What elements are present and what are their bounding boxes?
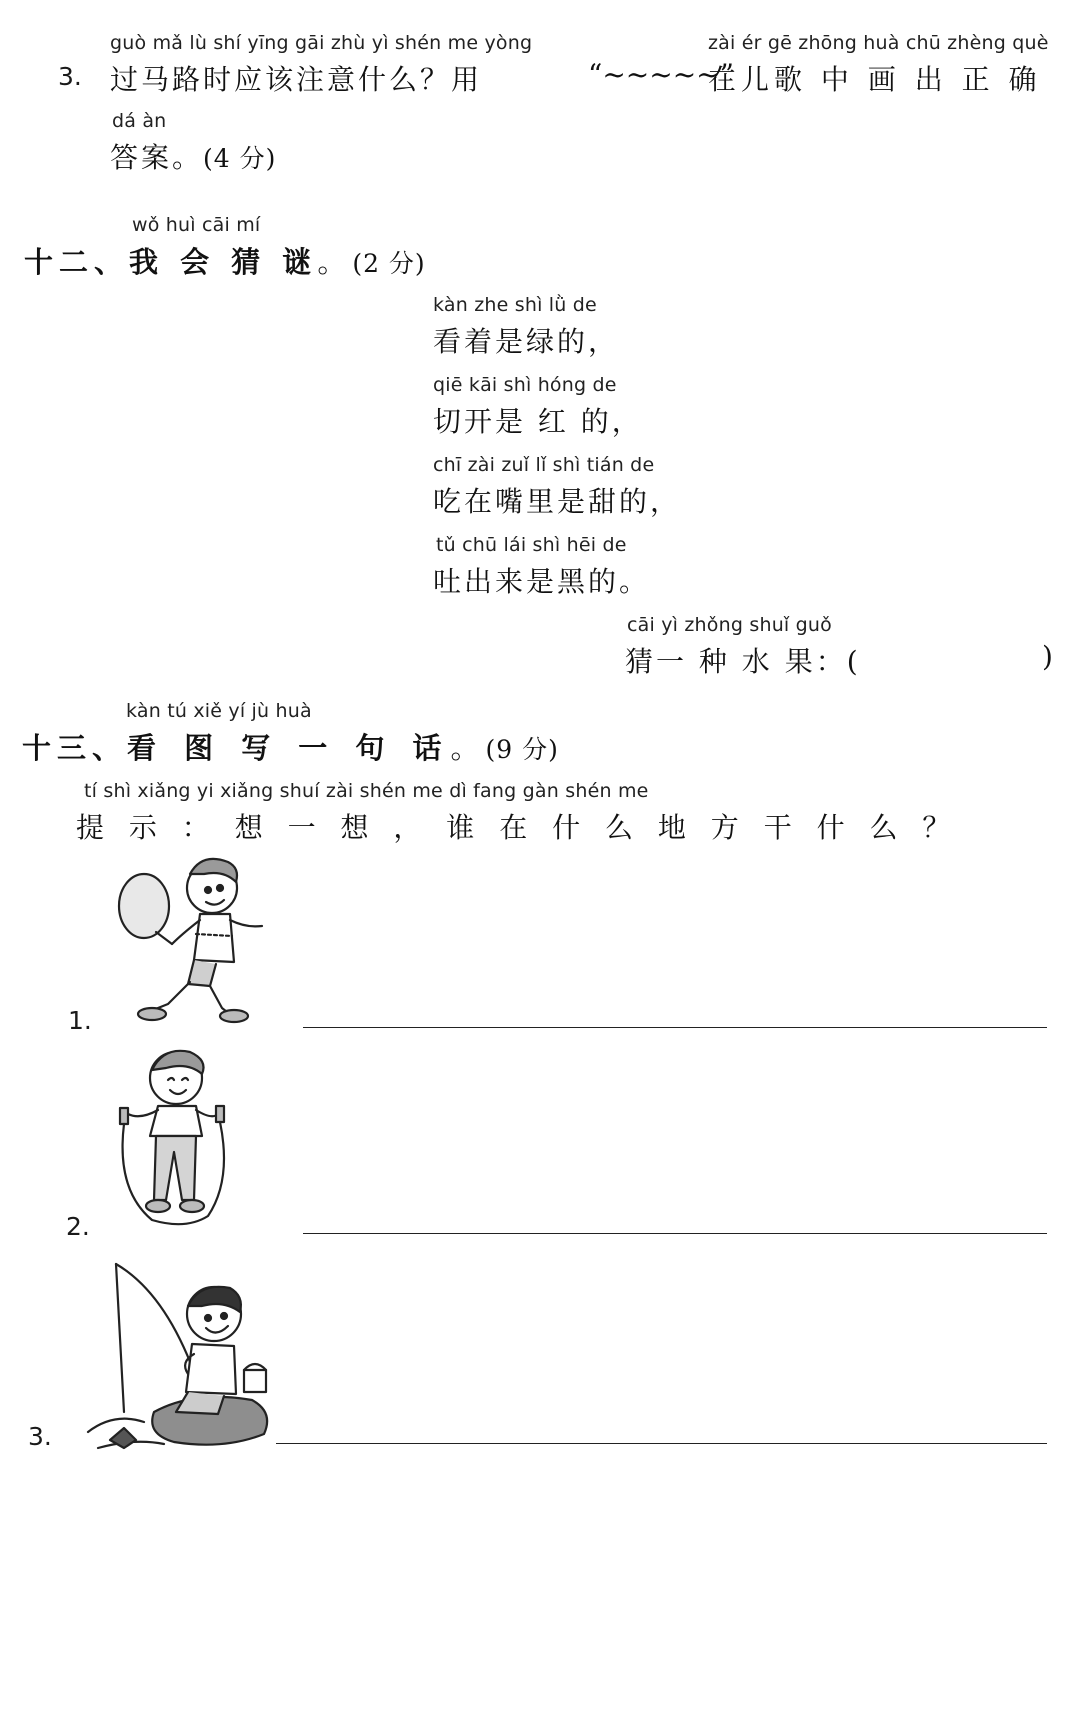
s13-heading bbox=[22, 726, 559, 767]
guess-close-paren: ) bbox=[1042, 640, 1056, 673]
s13-period: 。 bbox=[450, 731, 486, 765]
item-2-answer-line[interactable] bbox=[303, 1233, 1047, 1234]
s12-heading bbox=[24, 240, 426, 281]
item-1-number: 1. bbox=[68, 1006, 92, 1035]
s12-points: (2 分) bbox=[352, 249, 426, 278]
q3-pinyin-b: zài ér gē zhōng huà chū zhèng què bbox=[708, 32, 1049, 54]
riddle-line-3: 吃在嘴里是甜的， bbox=[433, 485, 682, 518]
hint-text: 提 示 ： 想 一 想 ， 谁 在 什 么 地 方 干 什 么 ？ bbox=[76, 811, 959, 844]
s12-title: 我 会 猜 谜 bbox=[129, 245, 318, 279]
boy-playing-ping-pong-icon bbox=[112, 848, 282, 1028]
riddle-line-2-pinyin: qiē kāi shì hóng de bbox=[433, 374, 617, 396]
riddle-line-1-pinyin: kàn zhe shì lǜ de bbox=[433, 294, 597, 316]
item-2-number: 2. bbox=[66, 1212, 90, 1241]
s12-pinyin: wǒ huì cāi mí bbox=[132, 214, 261, 236]
q3-line2 bbox=[110, 136, 276, 176]
s13-heading-num: 十三、 bbox=[22, 731, 128, 765]
q3-pinyin-a: guò mǎ lù shí yīng gāi zhù yì shén me yòng bbox=[110, 32, 533, 54]
q3-line2-text: 答案。 bbox=[110, 141, 204, 174]
q3-pinyin-c: dá àn bbox=[112, 110, 167, 132]
riddle-line-4-pinyin: tǔ chū lái shì hēi de bbox=[436, 534, 627, 556]
guess-pinyin: cāi yì zhǒng shuǐ guǒ bbox=[627, 614, 832, 636]
s12-heading-num: 十二、 bbox=[24, 245, 130, 279]
q3-line1-a: 过马路时应该注意什么？用 bbox=[110, 63, 483, 96]
q3-number: 3. bbox=[58, 62, 82, 91]
s12-period: 。 bbox=[317, 245, 353, 279]
hint-pinyin: tí shì xiǎng yi xiǎng shuí zài shén me dì fang gàn shén me bbox=[84, 780, 649, 802]
s13-pinyin: kàn tú xiě yí jù huà bbox=[126, 700, 312, 722]
riddle-line-4: 吐出来是黑的。 bbox=[433, 565, 651, 598]
s13-points: (9 分) bbox=[485, 735, 559, 764]
guess-label: 猜一 种 水 果：( bbox=[625, 645, 861, 678]
q3-points: (4 分) bbox=[203, 144, 277, 173]
item-1-answer-line[interactable] bbox=[303, 1027, 1047, 1028]
item-3-answer-line[interactable] bbox=[276, 1443, 1047, 1444]
riddle-line-2: 切开是 红 的， bbox=[433, 405, 643, 438]
wavy-line-mark: “~~~~~” bbox=[588, 58, 734, 91]
riddle-line-3-pinyin: chī zài zuǐ lǐ shì tián de bbox=[433, 454, 655, 476]
guess-answer-blank[interactable] bbox=[862, 642, 1032, 676]
boy-fishing-icon bbox=[84, 1262, 284, 1462]
item-3-number: 3. bbox=[28, 1422, 52, 1451]
q3-line1-b: 在儿歌 中 画 出 正 确 bbox=[708, 63, 1042, 96]
boy-jumping-rope-icon bbox=[112, 1040, 242, 1230]
s13-title: 看 图 写 一 句 话 bbox=[127, 731, 451, 765]
riddle-line-1: 看着是绿的， bbox=[433, 325, 620, 358]
